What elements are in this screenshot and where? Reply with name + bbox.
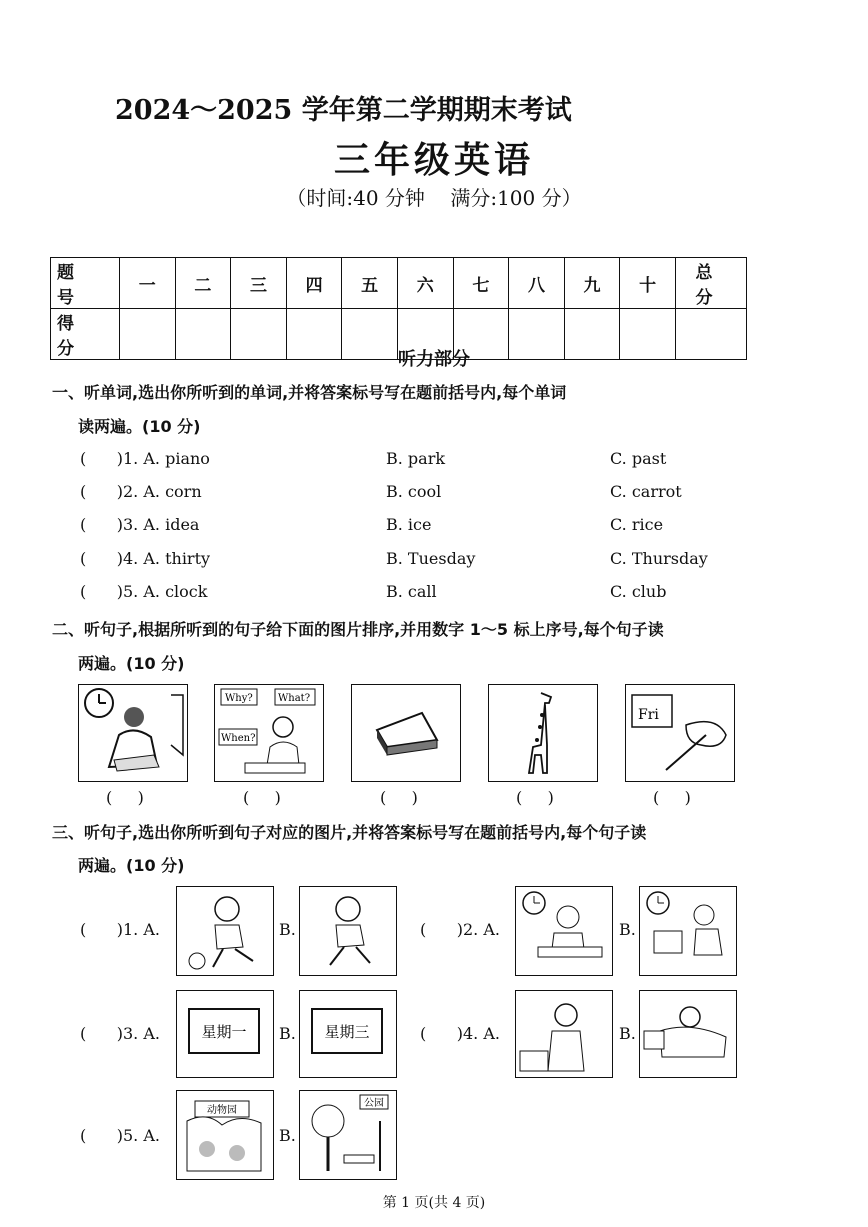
calendar-fri-text: Fri [638,707,659,723]
q3-1a-girl-football [176,886,274,976]
q1-item-2-a[interactable]: ( )2. A. corn [80,482,202,501]
score-cell-7: 七 [453,258,509,309]
exam-subject-title: 三年级英语 [333,139,534,181]
score-cell-8: 八 [509,258,565,309]
score-table-header-row [51,258,747,309]
q3-item-5-label[interactable]: ( )5. A. [80,1126,160,1145]
q1-item-5-b: B. call [386,582,437,601]
q3-item-3-b: B. [279,1024,296,1043]
q2-picture-calendar-fri [625,684,735,782]
listening-section-title: 听力部分 [398,349,470,370]
q2-answer-2[interactable]: ( ) [243,788,281,807]
wednesday-text: 星期三 [324,1023,370,1041]
q3-title-cont: 两遍。(10 分) [78,856,185,875]
monday-text: 星期一 [201,1023,247,1041]
bubble-what: What? [278,693,311,704]
q3-2a-boy-desk-clock [515,886,613,976]
q3-item-4-label[interactable]: ( )4. A. [420,1024,500,1043]
q1-item-3-b: B. ice [386,515,432,534]
score-cell-10: 十 [620,258,676,309]
exam-title-line1: 2024～2025 学年第二学期期末考试 [115,95,572,126]
q2-answer-4[interactable]: ( ) [516,788,554,807]
q1-item-1-b: B. park [386,449,446,468]
q3-5a-zoo [176,1090,274,1180]
exam-time-score: （时间:40 分钟 满分:100 分） [286,186,582,210]
q1-item-3-c: C. rice [610,515,664,534]
q1-item-1-a[interactable]: ( )1. A. piano [80,449,210,468]
zoo-sign-text: 动物园 [207,1105,237,1116]
score-cell-total: 总 分 [676,258,747,309]
q2-answer-5[interactable]: ( ) [653,788,691,807]
q3-item-5-b: B. [279,1126,296,1145]
q1-item-4-b: B. Tuesday [386,549,476,568]
score-cell-5: 五 [342,258,398,309]
q2-answer-3[interactable]: ( ) [380,788,418,807]
score-cell-label: 题 号 [51,258,120,309]
bubble-why: Why? [225,693,253,704]
q3-item-2-label[interactable]: ( )2. A. [420,920,500,939]
q3-5b-park [299,1090,397,1180]
score-cell-9: 九 [564,258,620,309]
q3-item-3-label[interactable]: ( )3. A. [80,1024,160,1043]
q3-4a-woman-kitchen [515,990,613,1078]
q2-picture-giraffe [488,684,598,782]
q2-title-cont: 两遍。(10 分) [78,654,185,673]
q3-item-1-label[interactable]: ( )1. A. [80,920,160,939]
q1-item-5-a[interactable]: ( )5. A. clock [80,582,208,601]
q3-1b-girl-running [299,886,397,976]
q1-item-5-c: C. club [610,582,667,601]
q1-title: 一、听单词,选出你所听到的单词,并将答案标号写在题前括号内,每个单词 [52,383,567,402]
q2-picture-sandwich [351,684,461,782]
q1-item-2-c: C. carrot [610,482,682,501]
q1-item-2-b: B. cool [386,482,442,501]
score-row-label: 得 分 [51,309,120,360]
q3-item-2-b: B. [619,920,636,939]
q1-item-4-c: C. Thursday [610,549,708,568]
bubble-when: When? [221,733,256,744]
q3-item-1-b: B. [279,920,296,939]
q2-picture-questions [214,684,324,782]
q1-item-3-a[interactable]: ( )3. A. idea [80,515,200,534]
park-sign-text: 公园 [364,1098,384,1109]
q2-title: 二、听句子,根据所听到的句子给下面的图片排序,并用数字 1～5 标上序号,每个句子读 [52,620,664,639]
score-cell-1: 一 [120,258,176,309]
q1-item-1-c: C. past [610,449,667,468]
q3-3b-wednesday-sign [299,990,397,1078]
score-cell-4: 四 [286,258,342,309]
score-cell-2: 二 [175,258,231,309]
q1-item-4-a[interactable]: ( )4. A. thirty [80,549,211,568]
page-footer: 第 1 页(共 4 页) [382,1195,486,1211]
q3-item-4-b: B. [619,1024,636,1043]
q3-3a-monday-sign [176,990,274,1078]
score-cell-3: 三 [231,258,287,309]
q3-2b-boy-computer [639,886,737,976]
q3-title: 三、听句子,选出你所听到句子对应的图片,并将答案标号写在题前括号内,每个句子读 [52,823,647,842]
q2-picture-boy-clock [78,684,188,782]
q3-4b-child-bed [639,990,737,1078]
q2-answer-1[interactable]: ( ) [106,788,144,807]
score-cell-6: 六 [397,258,453,309]
q1-title-cont: 读两遍。(10 分) [78,417,201,436]
